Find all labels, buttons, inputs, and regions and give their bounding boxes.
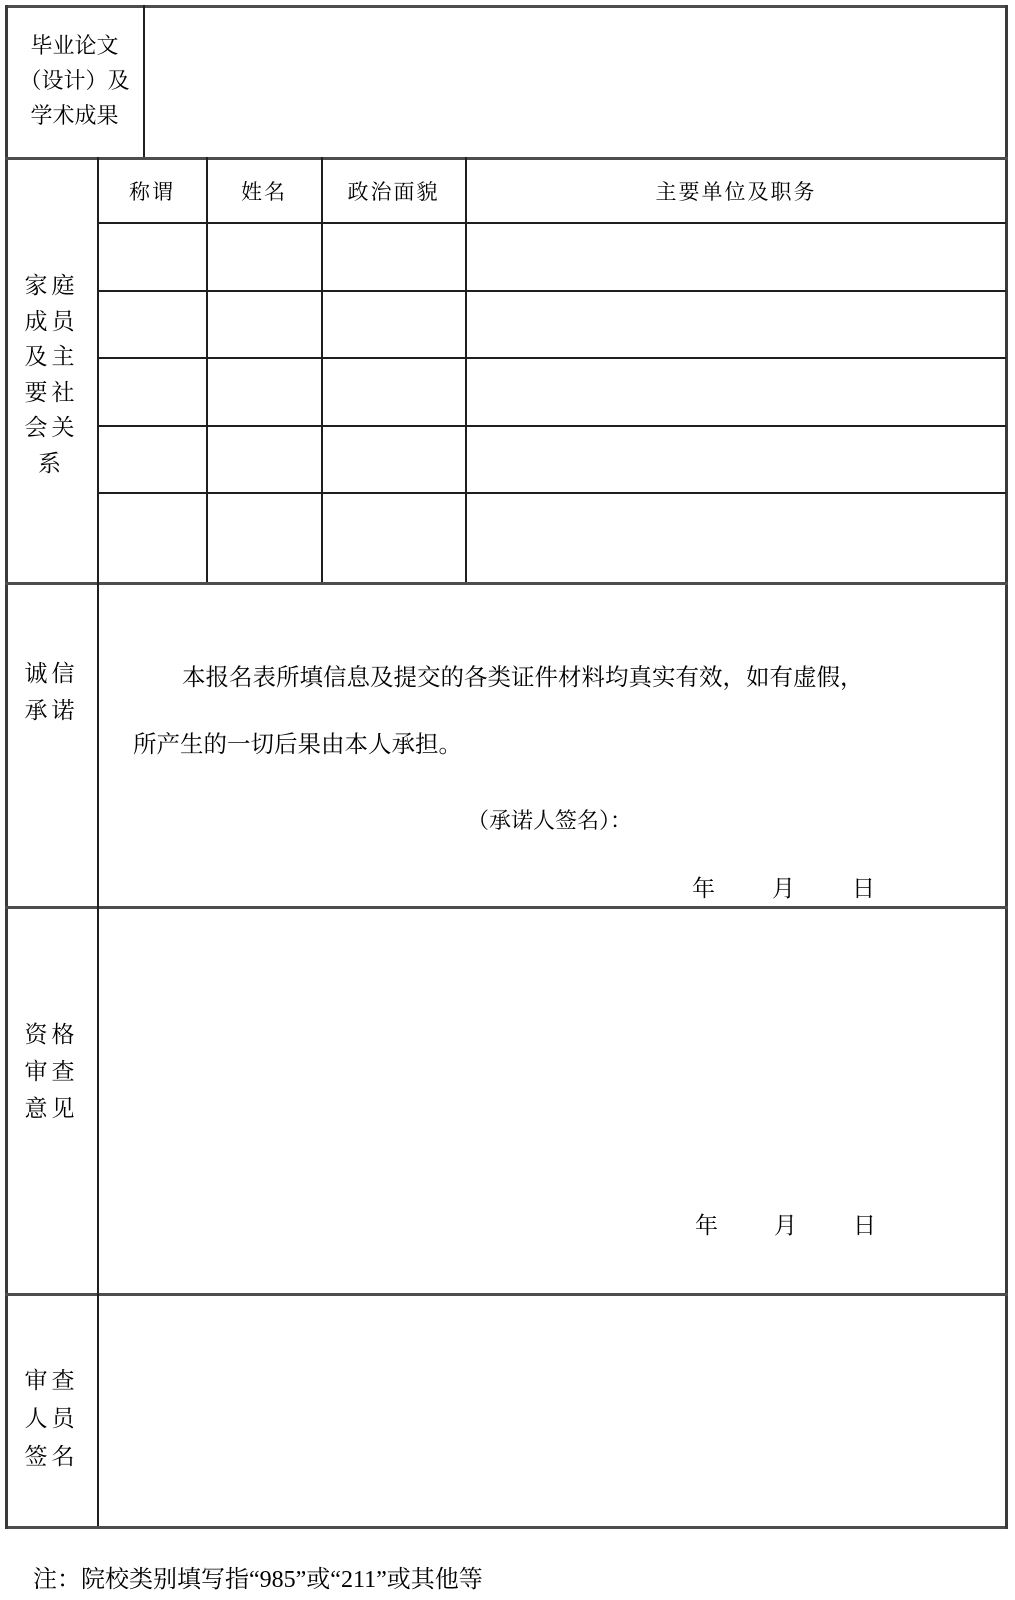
thesis-label-line: （设计）及 bbox=[19, 68, 130, 93]
family-col-header-unit: 主要单位及职务 bbox=[655, 179, 817, 204]
family-label-line: 家庭 bbox=[24, 273, 79, 298]
family-label-line: 成员 bbox=[24, 308, 79, 334]
integrity-statement-line2: 所产生的一切后果由本人承担。 bbox=[133, 732, 462, 758]
family-empty-row-3 bbox=[98, 358, 1008, 425]
qualification-label-line: 审查 bbox=[24, 1059, 79, 1084]
reviewer-label-line: 签名 bbox=[24, 1444, 79, 1469]
family-label-line: 系 bbox=[38, 450, 65, 476]
day-char: 日 bbox=[852, 876, 875, 901]
integrity-label-line: 诚信 bbox=[24, 661, 79, 686]
reviewer-section-label bbox=[5, 1362, 98, 1476]
reviewer-content-area bbox=[100, 1296, 1005, 1526]
integrity-label-divider bbox=[97, 582, 99, 906]
family-col-header-politics: 政治面貌 bbox=[347, 179, 440, 204]
month-char: 月 bbox=[774, 1213, 797, 1238]
thesis-label-line: 学术成果 bbox=[30, 103, 119, 128]
integrity-section-label bbox=[5, 655, 98, 729]
section-divider-integrity-qualification bbox=[5, 906, 1008, 909]
family-col-header-name: 姓名 bbox=[241, 179, 287, 204]
table-border-left bbox=[5, 5, 8, 1529]
day-char: 日 bbox=[853, 1213, 876, 1238]
family-label-line: 要社 bbox=[24, 379, 79, 405]
qualification-section-label bbox=[5, 1016, 98, 1127]
family-label-line: 会关 bbox=[24, 415, 79, 440]
family-empty-row-4 bbox=[98, 426, 1008, 492]
family-empty-row-5 bbox=[98, 493, 1008, 582]
pledger-signature-label: （承诺人签名）： bbox=[467, 808, 633, 833]
form-footnote: 注：院校类别填写指“985”或“211”或其他等 bbox=[33, 1567, 483, 1593]
reviewer-label-line: 人员 bbox=[24, 1406, 79, 1431]
qualification-date-line bbox=[695, 1211, 876, 1241]
qualification-content-area bbox=[100, 910, 1005, 1200]
integrity-date-line bbox=[692, 874, 875, 904]
reviewer-label-line: 审查 bbox=[24, 1368, 79, 1393]
thesis-section-label bbox=[5, 28, 144, 133]
integrity-statement-line1: 本报名表所填信息及提交的各类证件材料均真实有效，如有虚假， bbox=[182, 665, 864, 691]
qualification-label-line: 意见 bbox=[24, 1096, 79, 1121]
thesis-content-area bbox=[146, 8, 1006, 157]
thesis-label-line: 毕业论文 bbox=[30, 33, 119, 58]
family-label-line: 及主 bbox=[24, 344, 79, 369]
family-empty-row-1 bbox=[98, 223, 1008, 290]
table-border-bottom bbox=[5, 1526, 1008, 1529]
family-section-label bbox=[5, 268, 98, 481]
integrity-label-line: 承诺 bbox=[24, 698, 79, 723]
family-empty-row-2 bbox=[98, 291, 1008, 357]
year-char: 年 bbox=[695, 1213, 718, 1238]
family-col-header-title: 称谓 bbox=[129, 179, 175, 204]
qualification-label-line: 资格 bbox=[24, 1022, 79, 1047]
section-divider-family-integrity bbox=[5, 582, 1008, 585]
year-char: 年 bbox=[692, 876, 715, 901]
month-char: 月 bbox=[772, 876, 795, 901]
